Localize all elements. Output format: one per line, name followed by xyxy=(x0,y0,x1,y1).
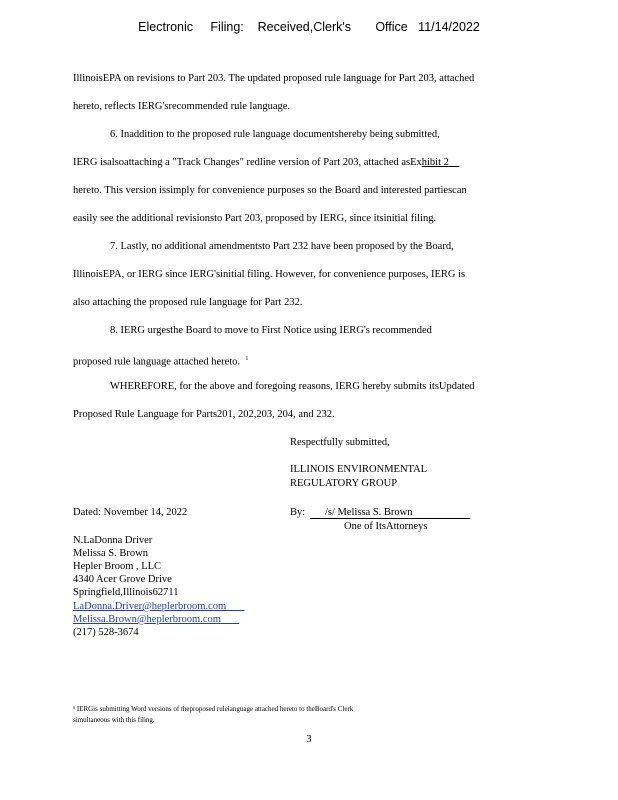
paragraph-line: IllinoisEPA on revisions to Part 203. The updated proposed rule language for Part 203, attached xyxy=(73,73,475,84)
email-link-text[interactable]: LaDonna.Driver@heplerbroom.com xyxy=(73,601,227,612)
paragraph-text: proposed rule language attached hereto. xyxy=(73,356,241,368)
paragraph-6-line: 6. Inaddition to the proposed rule language documentshereby being submitted, xyxy=(110,129,440,140)
paragraph-6-line xyxy=(73,156,459,170)
exhibit-underline xyxy=(449,157,460,168)
organization-name: REGULATORY GROUP xyxy=(290,478,398,489)
attorney-name: Melissa S. Brown xyxy=(73,548,148,559)
footnote-line: ¹ IERGis submitting Word versions of theproposed rulelanguage attached hereto to theBoard's Clerk xyxy=(73,705,354,713)
paragraph-7-line: 7. Lastly, no additional amendmentsto Part 232 have been proposed by the Board, xyxy=(110,241,454,252)
attorney-name: N.LaDonna Driver xyxy=(73,535,153,546)
phone-number: (217) 528-3674 xyxy=(73,627,139,638)
paragraph-7-line: also attaching the proposed rule language for Part 232. xyxy=(73,297,303,308)
paragraph-line: hereto, reflects IERG'srecommended rule language. xyxy=(73,101,291,112)
footnote-line: simultaneous with this filing. xyxy=(73,716,155,724)
filing-header: Electronic Filing: Received,Clerk's Office 11/14/2022 xyxy=(138,20,480,34)
respectfully-submitted: Respectfully submitted, xyxy=(290,437,390,448)
dated-line: Dated: November 14, 2022 xyxy=(73,507,188,518)
paragraph-text: IERG isalsoattaching a "Track Changes" redline version of Part 203, attached asEx xyxy=(73,157,422,168)
paragraph-8-line: 8. IERG urgesthe Board to move to First Notice using IERG's recommended xyxy=(110,325,432,336)
attorneys-caption: One of ItsAttorneys xyxy=(344,521,428,532)
paragraph-6-line: easily see the additional revisionsto Part 203, proposed by IERG, since itsinitial filing. xyxy=(73,213,437,224)
street-address: 4340 Acer Grove Drive xyxy=(73,574,172,585)
wherefore-line: WHEREFORE, for the above and foregoing reasons, IERG hereby submits itsUpdated xyxy=(110,381,475,392)
footnote-marker: 1 xyxy=(245,356,249,362)
firm-name: Hepler Broom , LLC xyxy=(73,561,162,572)
by-label: By: xyxy=(290,507,306,518)
paragraph-7-line: IllinoisEPA, or IERG since IERG'sinitial filing. However, for convenience purposes, IERG is xyxy=(73,269,466,280)
email-link-text[interactable]: Melissa.Brown@heplerbroom.com xyxy=(73,614,221,625)
signature-name: /s/ Melissa S. Brown xyxy=(325,507,413,518)
organization-name: ILLINOIS ENVIRONMENTAL xyxy=(290,464,428,475)
paragraph-8-line xyxy=(73,352,248,370)
email-link[interactable] xyxy=(73,600,245,614)
page-number: 3 xyxy=(306,734,312,745)
email-link[interactable] xyxy=(73,613,239,627)
exhibit-reference: hibit 2 xyxy=(421,157,449,168)
city-address: Springfield,Illinois62711 xyxy=(73,587,179,598)
wherefore-line: Proposed Rule Language for Parts201, 202,203, 204, and 232. xyxy=(73,409,335,420)
paragraph-6-line: hereto. This version issimply for convenience purposes so the Board and interested partiescan xyxy=(73,185,467,196)
